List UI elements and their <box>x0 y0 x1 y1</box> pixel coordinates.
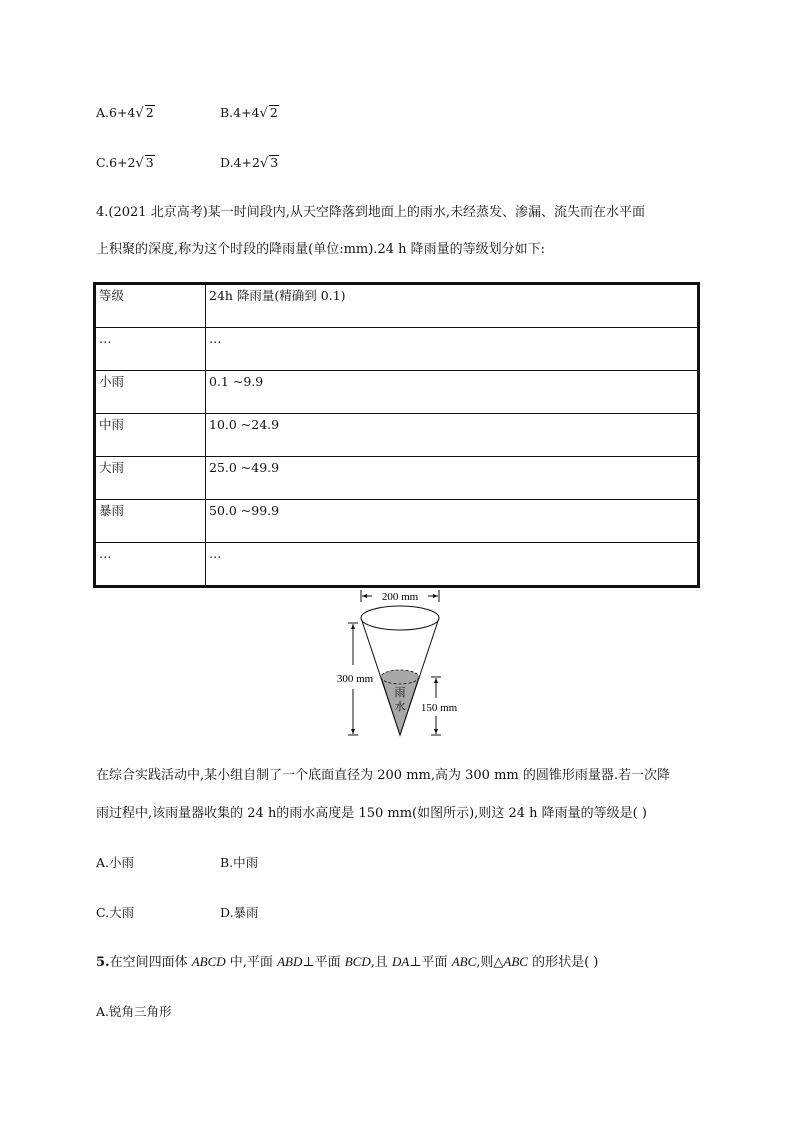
height-label: 300 mm <box>336 673 374 685</box>
q5-variable: ABC <box>451 954 477 969</box>
sqrt-symbol: √ <box>259 106 268 121</box>
q5-text: 在空间四面体 <box>109 955 192 970</box>
q5-variable: ABCD <box>191 954 226 969</box>
q5-variable: ABD <box>277 954 303 969</box>
q3-option-c-prefix: C.6+2 <box>96 155 136 170</box>
arrow-up-icon <box>434 678 438 683</box>
q3-option-b-prefix: B.4+4 <box>220 105 260 120</box>
sqrt-symbol: √ <box>135 156 144 171</box>
table-cell: … <box>206 328 699 371</box>
q4-stem-line-1: 4.(2021 北京高考)某一时间段内,从天空降落到地面上的雨水,未经蒸发、渗漏、流失而在水平面 <box>96 205 646 220</box>
cone-rain-gauge-figure <box>330 585 470 745</box>
water-height-label: 150 mm <box>420 702 458 714</box>
q5-text: 中,平面 <box>225 955 278 970</box>
q5-variable: DA <box>391 954 410 969</box>
q5-text: ⊥平面 <box>409 955 452 970</box>
q3-option-b-radicand: 2 <box>269 105 278 120</box>
arrow-down-icon <box>434 729 438 734</box>
table-cell: … <box>95 543 206 587</box>
q4-body-line-2: 雨过程中,该雨量器收集的 24 h的雨水高度是 150 mm(如图所示),则这 24 h 降雨量的等级是( ) <box>96 806 647 821</box>
diameter-label: 200 mm <box>381 591 419 603</box>
q3-option-c-radicand: 3 <box>145 155 154 170</box>
table-row <box>95 371 699 414</box>
q4-stem-line-2: 上积聚的深度,称为这个时段的降雨量(单位:mm).24 h 降雨量的等级划分如下: <box>96 242 546 257</box>
q5-text: ,则△ <box>476 955 504 970</box>
water-label-2: 水 <box>394 701 406 713</box>
water-label-1: 雨 <box>394 687 406 699</box>
table-cell: 大雨 <box>95 457 206 500</box>
table-row <box>95 543 699 587</box>
arrow-right-icon <box>433 594 438 598</box>
table-cell: … <box>95 328 206 371</box>
q3-option-a-radicand: 2 <box>145 105 154 120</box>
arrow-left-icon <box>362 594 367 598</box>
sqrt-symbol: √ <box>135 106 144 121</box>
q5-text: 的形状是( ) <box>527 955 599 970</box>
q5-option-a: A.锐角三角形 <box>96 1004 172 1019</box>
q3-option-b <box>220 104 279 123</box>
table-header-cell: 等级 <box>95 284 206 328</box>
arrow-down-icon <box>351 729 355 734</box>
q4-option-a: A.小雨 <box>96 855 135 870</box>
table-row <box>95 500 699 543</box>
table-cell: 暴雨 <box>95 500 206 543</box>
q5-text: ⊥平面 <box>302 955 345 970</box>
table-cell: 50.0 ~99.9 <box>206 500 699 543</box>
q5-text: ,且 <box>370 955 392 970</box>
q4-body-line-1: 在综合实践活动中,某小组自制了一个底面直径为 200 mm,高为 300 mm 的圆锥形雨量器.若一次降 <box>96 768 670 783</box>
q3-option-d-radicand: 3 <box>270 155 279 170</box>
q3-option-d-prefix: D.4+2 <box>220 155 260 170</box>
table-cell: 中雨 <box>95 414 206 457</box>
table-cell: 0.1 ~9.9 <box>206 371 699 414</box>
q3-option-a <box>96 104 155 123</box>
q5-variable: ABC <box>503 954 528 969</box>
table-header-row <box>95 284 699 328</box>
table-header-cell: 24h 降雨量(精确到 0.1) <box>206 284 699 328</box>
table-row <box>95 414 699 457</box>
q4-option-c: C.大雨 <box>96 905 135 920</box>
sqrt-symbol: √ <box>259 156 269 171</box>
cone-top-ellipse <box>361 606 439 630</box>
table-row <box>95 328 699 371</box>
rainfall-grade-table <box>93 282 700 588</box>
table-cell: 小雨 <box>95 371 206 414</box>
q3-option-c <box>96 154 155 173</box>
q5-number: 5. <box>96 955 110 970</box>
water-surface <box>381 670 419 684</box>
q5-stem <box>96 953 598 972</box>
table-cell: … <box>206 543 699 587</box>
q3-option-d <box>220 154 279 173</box>
table-cell: 10.0 ~24.9 <box>206 414 699 457</box>
arrow-up-icon <box>351 624 355 629</box>
table-row <box>95 457 699 500</box>
q4-option-d: D.暴雨 <box>220 905 259 920</box>
table-cell: 25.0 ~49.9 <box>206 457 699 500</box>
q5-variable: BCD <box>344 954 371 969</box>
q4-option-b: B.中雨 <box>220 855 259 870</box>
q3-option-a-prefix: A.6+4 <box>96 105 136 120</box>
